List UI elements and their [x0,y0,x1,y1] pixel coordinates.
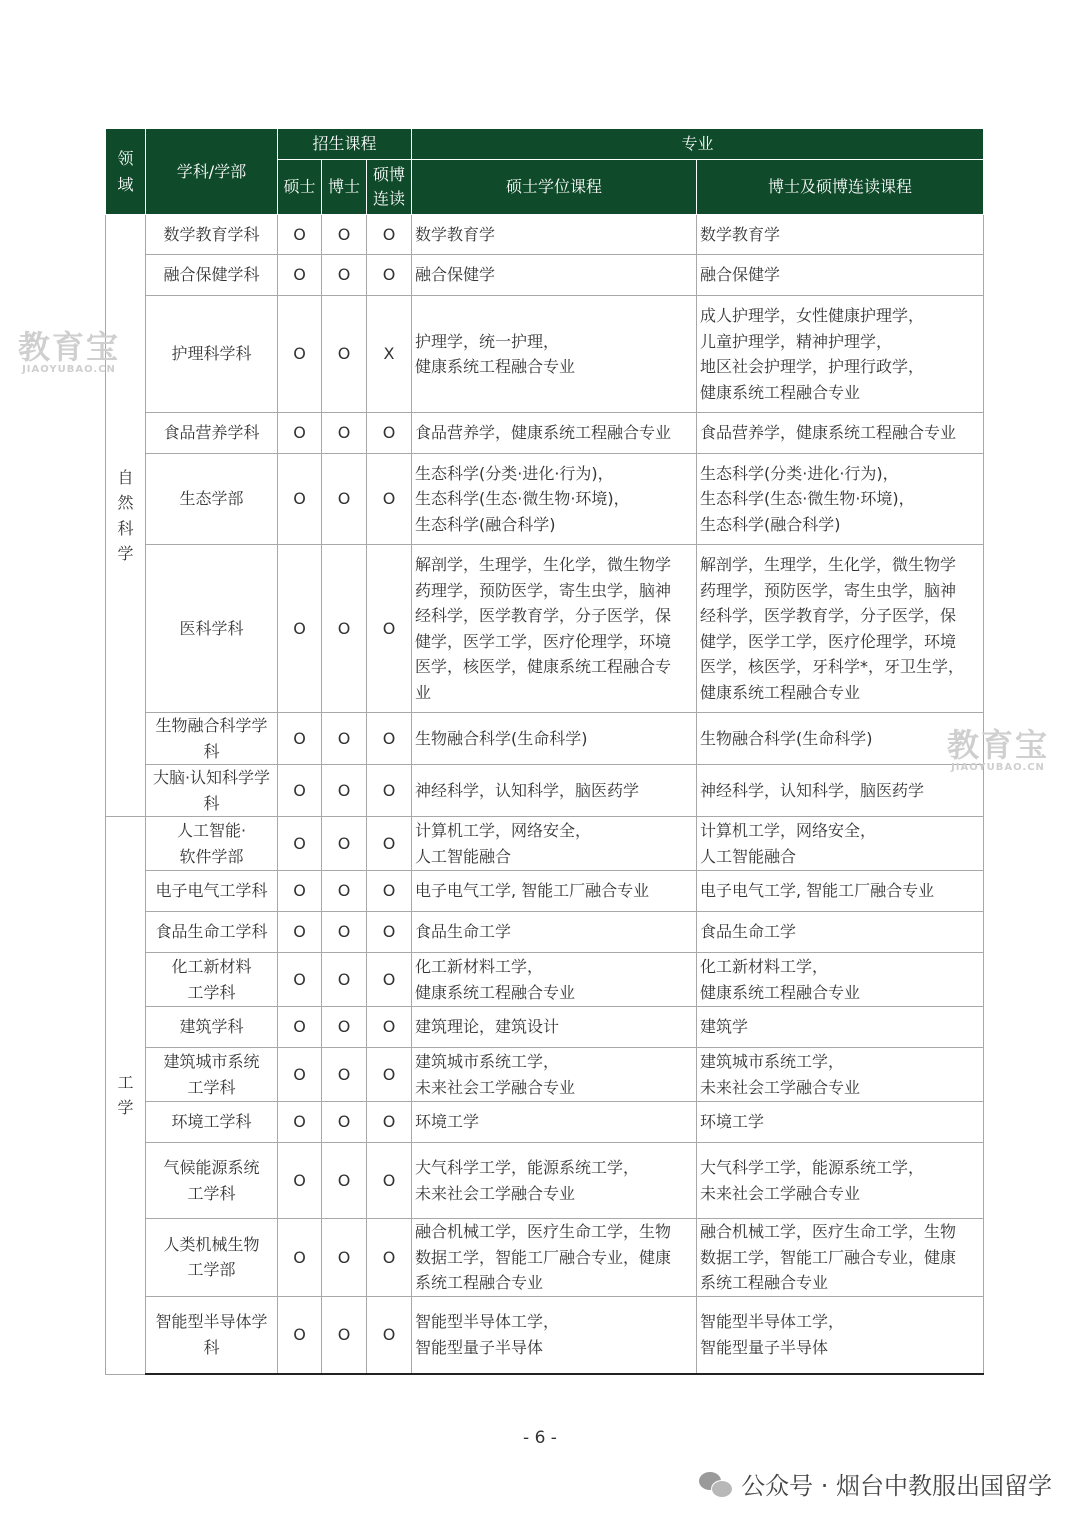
table-row [106,413,984,454]
doctor-mark: O [322,1143,367,1219]
table-row [106,1048,984,1102]
doctor-program: 建筑学 [697,1007,984,1048]
combined-mark: O [367,215,412,255]
master-program: 生物融合科学(生命科学) [412,713,697,765]
doctor-mark: O [322,1296,367,1374]
doctor-program: 智能型半导体工学， 智能型量子半导体 [697,1296,984,1374]
subject-cell: 建筑学科 [146,1007,278,1048]
subject-cell: 人类机械生物 工学部 [146,1219,278,1297]
footer-text: 公众号 · 烟台中教服出国留学 [741,1472,1052,1500]
doctor-mark: O [322,296,367,413]
doctor-mark: O [322,215,367,255]
table-row [106,215,984,255]
wechat-icon [699,1470,733,1498]
subject-cell: 建筑城市系统 工学科 [146,1048,278,1102]
header-subject: 学科/学部 [146,129,278,215]
master-mark: O [278,454,322,545]
doctor-mark: O [322,713,367,765]
doctor-mark: O [322,871,367,912]
doctor-program: 成人护理学，女性健康护理学， 儿童护理学，精神护理学， 地区社会护理学，护理行政学， 健康系统工程融合专业 [697,296,984,413]
doctor-mark: O [322,413,367,454]
subject-cell: 大脑·认知科学学科 [146,765,278,817]
combined-mark: O [367,1219,412,1297]
doctor-program: 环境工学 [697,1102,984,1143]
combined-mark: O [367,1143,412,1219]
table-row [106,545,984,713]
master-program: 建筑理论，建筑设计 [412,1007,697,1048]
combined-mark: O [367,765,412,817]
table-row [106,1143,984,1219]
master-program: 神经科学，认知科学，脑医药学 [412,765,697,817]
subject-cell: 化工新材料 工学科 [146,953,278,1007]
table-row [106,953,984,1007]
field-engineering: 工 学 [106,817,146,1375]
header-master: 硕士 [278,160,322,215]
master-program: 护理学，统一护理， 健康系统工程融合专业 [412,296,697,413]
page-number: - 6 - [523,1428,557,1448]
combined-mark: O [367,953,412,1007]
combined-mark: O [367,255,412,296]
combined-mark: O [367,713,412,765]
subject-cell: 食品生命工学科 [146,912,278,953]
table-row [106,817,984,871]
master-program: 数学教育学 [412,215,697,255]
master-mark: O [278,912,322,953]
header-recruit: 招生课程 [278,129,412,160]
combined-mark: O [367,1048,412,1102]
master-program: 解剖学，生理学，生化学，微生物学 药理学，预防医学，寄生虫学，脑神 经科学，医学教育学，分子医学，保 健学，医学工学，医疗伦理学，环境 医学，核医学，健康系统工程融合专 业 [412,545,697,713]
header-major: 专业 [412,129,984,160]
watermark-left: 教育宝 JIAOYUBAO.CN [18,328,121,375]
subject-cell: 电子电气工学科 [146,871,278,912]
master-mark: O [278,296,322,413]
master-mark: O [278,545,322,713]
doctor-program: 计算机工学，网络安全， 人工智能融合 [697,817,984,871]
master-mark: O [278,1296,322,1374]
combined-mark: X [367,296,412,413]
doctor-program: 生态科学(分类·进化·行为)， 生态科学(生态·微生物·环境)， 生态科学(融合科学) [697,454,984,545]
combined-mark: O [367,413,412,454]
footer-account [699,1466,1052,1501]
master-program: 建筑城市系统工学， 未来社会工学融合专业 [412,1048,697,1102]
master-program: 智能型半导体工学， 智能型量子半导体 [412,1296,697,1374]
doctor-mark: O [322,817,367,871]
master-mark: O [278,1102,322,1143]
doctor-mark: O [322,255,367,296]
doctor-mark: O [322,765,367,817]
master-program: 计算机工学，网络安全， 人工智能融合 [412,817,697,871]
combined-mark: O [367,454,412,545]
table-row [106,1296,984,1374]
doctor-mark: O [322,545,367,713]
doctor-mark: O [322,454,367,545]
subject-cell: 气候能源系统 工学科 [146,1143,278,1219]
header-doctor-major: 博士及硕博连读课程 [697,160,984,215]
master-mark: O [278,413,322,454]
doctor-program: 神经科学，认知科学，脑医药学 [697,765,984,817]
combined-mark: O [367,1102,412,1143]
header-doctor: 博士 [322,160,367,215]
subject-cell: 环境工学科 [146,1102,278,1143]
master-mark: O [278,953,322,1007]
subject-cell: 生物融合科学学科 [146,713,278,765]
combined-mark: O [367,1296,412,1374]
master-mark: O [278,255,322,296]
master-program: 食品生命工学 [412,912,697,953]
combined-mark: O [367,545,412,713]
doctor-program: 建筑城市系统工学， 未来社会工学融合专业 [697,1048,984,1102]
doctor-program: 生物融合科学(生命科学) [697,713,984,765]
subject-cell: 护理科学科 [146,296,278,413]
header-combined: 硕博 连读 [367,160,412,215]
doctor-program: 化工新材料工学， 健康系统工程融合专业 [697,953,984,1007]
table-row [106,912,984,953]
field-natural-science: 自 然 科 学 [106,215,146,817]
watermark-right: 教育宝 JIAOYUBAO.CN [947,726,1050,773]
header-field: 领 域 [106,129,146,215]
subject-cell: 融合保健学科 [146,255,278,296]
master-program: 食品营养学，健康系统工程融合专业 [412,413,697,454]
table-row [106,255,984,296]
doctor-program: 大气科学工学，能源系统工学， 未来社会工学融合专业 [697,1143,984,1219]
master-program: 融合保健学 [412,255,697,296]
doctor-program: 数学教育学 [697,215,984,255]
master-program: 大气科学工学，能源系统工学， 未来社会工学融合专业 [412,1143,697,1219]
combined-mark: O [367,817,412,871]
doctor-mark: O [322,912,367,953]
doctor-program: 融合保健学 [697,255,984,296]
table-row [106,296,984,413]
table-row [106,1007,984,1048]
doctor-mark: O [322,1219,367,1297]
master-mark: O [278,765,322,817]
table-row [106,454,984,545]
subject-cell: 生态学部 [146,454,278,545]
doctor-mark: O [322,953,367,1007]
master-program: 化工新材料工学， 健康系统工程融合专业 [412,953,697,1007]
table-row [106,1219,984,1297]
master-program: 环境工学 [412,1102,697,1143]
master-program: 生态科学(分类·进化·行为)， 生态科学(生态·微生物·环境)， 生态科学(融合科学) [412,454,697,545]
table-row [106,871,984,912]
table-row [106,713,984,765]
subject-cell: 人工智能· 软件学部 [146,817,278,871]
doctor-program: 电子电气工学, 智能工厂融合专业 [697,871,984,912]
master-mark: O [278,1007,322,1048]
combined-mark: O [367,871,412,912]
master-mark: O [278,1219,322,1297]
doctor-mark: O [322,1007,367,1048]
master-mark: O [278,1143,322,1219]
doctor-program: 食品营养学，健康系统工程融合专业 [697,413,984,454]
master-mark: O [278,1048,322,1102]
master-mark: O [278,871,322,912]
doctor-program: 融合机械工学，医疗生命工学，生物 数据工学，智能工厂融合专业，健康 系统工程融合专业 [697,1219,984,1297]
subject-cell: 医科学科 [146,545,278,713]
header-master-major: 硕士学位课程 [412,160,697,215]
doctor-mark: O [322,1102,367,1143]
master-mark: O [278,817,322,871]
master-program: 电子电气工学, 智能工厂融合专业 [412,871,697,912]
combined-mark: O [367,1007,412,1048]
doctor-mark: O [322,1048,367,1102]
subject-cell: 食品营养学科 [146,413,278,454]
master-mark: O [278,215,322,255]
doctor-program: 食品生命工学 [697,912,984,953]
table-row [106,765,984,817]
doctor-program: 解剖学，生理学，生化学，微生物学 药理学，预防医学，寄生虫学，脑神 经科学，医学教育学，分子医学，保 健学，医学工学，医疗伦理学，环境 医学，核医学，牙科学*，牙卫生学， 健康系统工程融合专业 [697,545,984,713]
subject-cell: 数学教育学科 [146,215,278,255]
programs-table [105,128,984,1375]
master-program: 融合机械工学，医疗生命工学，生物 数据工学，智能工厂融合专业，健康 系统工程融合专业 [412,1219,697,1297]
table-row [106,1102,984,1143]
subject-cell: 智能型半导体学科 [146,1296,278,1374]
combined-mark: O [367,912,412,953]
master-mark: O [278,713,322,765]
